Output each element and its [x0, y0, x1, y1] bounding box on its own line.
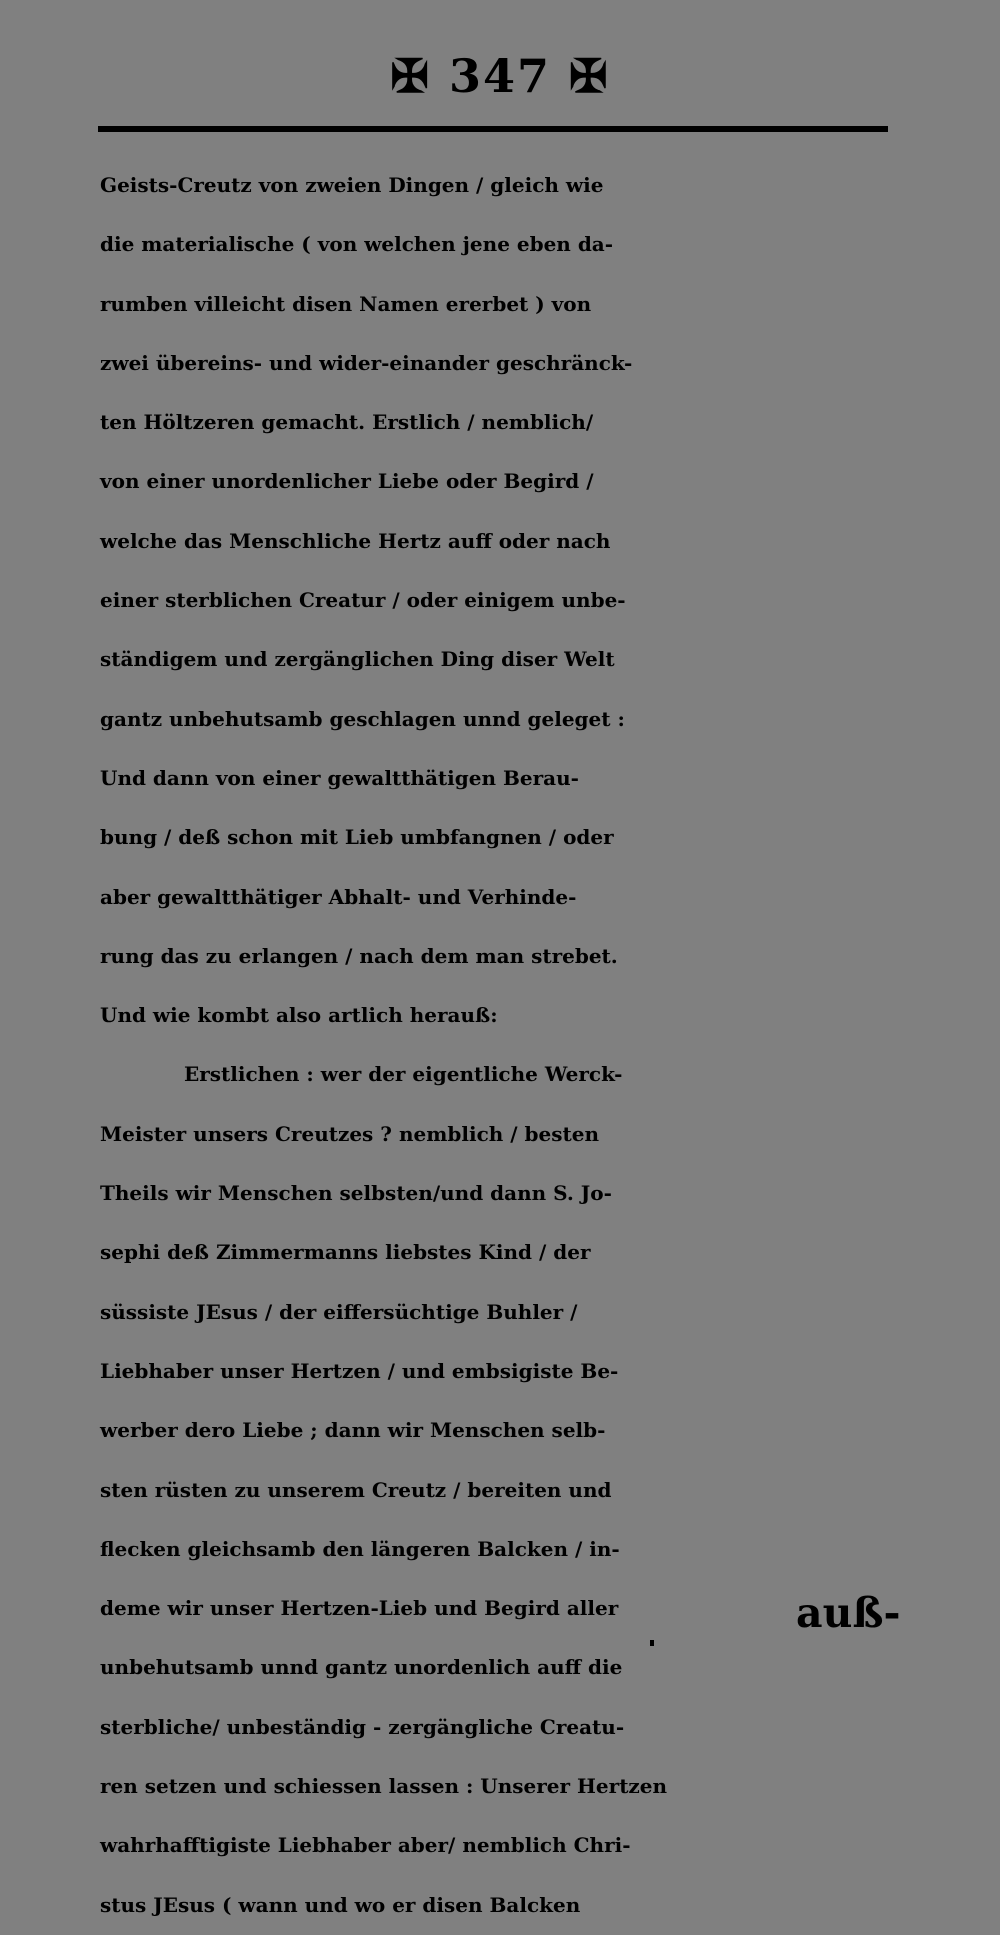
- text-line: rumben villeicht disen Namen ererbet ) von: [100, 291, 592, 316]
- text-line: gantz unbehutsamb geschlagen unnd geleget :: [100, 706, 625, 731]
- text-line: ständigem und zergänglichen Ding diser Welt: [100, 647, 615, 672]
- header-rule: [98, 126, 888, 132]
- body-text: [100, 156, 920, 1935]
- text-line: flecken gleichsamb den längeren Balcken / in-: [100, 1536, 620, 1561]
- text-line: Meister unsers Creutzes ? nemblich / besten: [100, 1121, 599, 1146]
- text-line: welche das Menschliche Hertz auff oder nach: [100, 528, 611, 553]
- text-line: Und wie kombt also artlich herauß:: [100, 1003, 498, 1028]
- page-header: ✠ 347 ✠: [390, 49, 610, 103]
- text-line: stus JEsus ( wann und wo er disen Balcken: [100, 1892, 581, 1917]
- text-line: von einer unordenlicher Liebe oder Begird /: [100, 469, 594, 494]
- text-line: ren setzen und schiessen lassen : Unserer Hertzen: [100, 1774, 668, 1799]
- text-line: Und dann von einer gewaltthätigen Berau-: [100, 765, 579, 790]
- text-line: werber dero Liebe ; dann wir Menschen selb-: [100, 1418, 606, 1443]
- text-line: sten rüsten zu unserem Creutz / bereiten und: [100, 1477, 612, 1502]
- ink-speck: [650, 1640, 654, 1646]
- text-line: sterbliche/ unbeständig - zergängliche Creatu-: [100, 1714, 625, 1739]
- text-line: die materialische ( von welchen jene eben da-: [100, 232, 614, 257]
- text-line: bung / deß schon mit Lieb umbfangnen / oder: [100, 825, 614, 850]
- text-line: rung das zu erlangen / nach dem man strebet.: [100, 943, 618, 968]
- text-line: deme wir unser Hertzen-Lieb und Begird aller: [100, 1596, 619, 1621]
- text-line: Theils wir Menschen selbsten/und dann S. Jo-: [100, 1181, 612, 1206]
- text-line: zwei übereins- und wider-einander geschränck-: [100, 350, 633, 375]
- text-line: aber gewaltthätiger Abhalt- und Verhinde-: [100, 884, 577, 909]
- text-line: Erstlichen : wer der eigentliche Werck-: [184, 1062, 623, 1087]
- text-line: unbehutsamb unnd gantz unordenlich auff die: [100, 1655, 623, 1680]
- catchword: auß-: [796, 1589, 901, 1637]
- text-line: Liebhaber unser Hertzen / und embsigiste Be-: [100, 1358, 619, 1383]
- text-line: ten Höltzeren gemacht. Erstlich / nemblich/: [100, 410, 594, 435]
- text-line: Geists-Creutz von zweien Dingen / gleich wie: [100, 173, 604, 197]
- text-line: süssiste JEsus / der eiffersüchtige Buhler /: [100, 1299, 578, 1324]
- text-line: einer sterblichen Creatur / oder einigem unbe-: [100, 588, 626, 613]
- text-line: wahrhafftigiste Liebhaber aber/ nemblich Chri-: [100, 1833, 631, 1858]
- text-line: sephi deß Zimmermanns liebstes Kind / der: [100, 1240, 591, 1265]
